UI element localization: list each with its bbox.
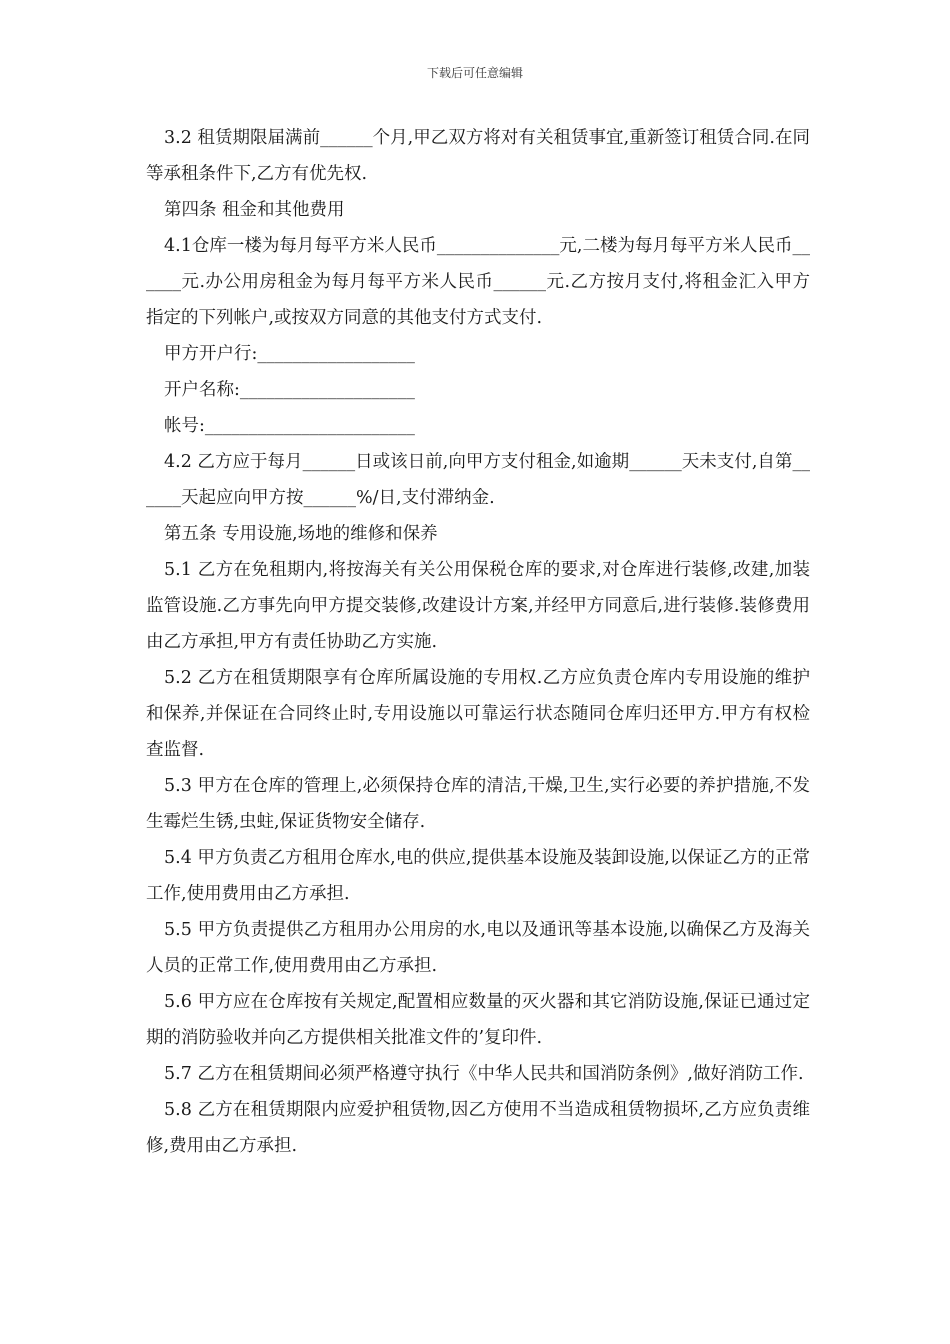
clause-5-6: 5.6 甲方应在仓库按有关规定,配置相应数量的灭火器和其它消防设施,保证已通过定期的消防验收并向乙方提供相关批准文件的’复印件. xyxy=(146,992,810,1048)
article-5-heading: 第五条 专用设施,场地的维修和保养 xyxy=(164,524,438,544)
page-header-note: 下载后可任意编辑 xyxy=(426,66,523,80)
clause-5-8: 5.8 乙方在租赁期限内应爱护租赁物,因乙方使用不当造成租赁物损坏,乙方应负责维修,费用由乙方承担. xyxy=(146,1100,810,1156)
bank-name-line: 甲方开户行:__________________ xyxy=(164,344,415,364)
clause-5-5: 5.5 甲方负责提供乙方租用办公用房的水,电以及通讯等基本设施,以确保乙方及海关人员的正常工作,使用费用由乙方承担. xyxy=(146,920,810,976)
clause-5-7: 5.7 乙方在租赁期间必须严格遵守执行《中华人民共和国消防条例》,做好消防工作. xyxy=(164,1064,804,1084)
account-number-line: 帐号:________________________ xyxy=(164,416,415,436)
clause-4-1: 4.1仓库一楼为每月每平方米人民币______________元,二楼为每月每平方米人民币______元.办公用房租金为每月每平方米人民币______元.乙方按月支付,将租金汇入甲方指定的下列帐户,或按双方同意的其他支付方式支付. xyxy=(146,236,810,328)
document-body xyxy=(146,120,810,1164)
article-4-heading: 第四条 租金和其他费用 xyxy=(164,200,345,220)
account-name-line: 开户名称:____________________ xyxy=(164,380,415,400)
clause-5-3: 5.3 甲方在仓库的管理上,必须保持仓库的清洁,干燥,卫生,实行必要的养护措施,不发生霉烂生锈,虫蛀,保证货物安全储存. xyxy=(146,776,810,832)
clause-5-1: 5.1 乙方在免租期内,将按海关有关公用保税仓库的要求,对仓库进行装修,改建,加装监管设施.乙方事先向甲方提交装修,改建设计方案,并经甲方同意后,进行装修.装修费用由乙方承担,甲方有责任协助乙方实施. xyxy=(146,560,810,652)
clause-5-2: 5.2 乙方在租赁期限享有仓库所属设施的专用权.乙方应负责仓库内专用设施的维护和保养,并保证在合同终止时,专用设施以可靠运行状态随同仓库归还甲方.甲方有权检查监督. xyxy=(146,668,810,760)
clause-3-2: 3.2 租赁期限届满前______个月,甲乙双方将对有关租赁事宜,重新签订租赁合同.在同等承租条件下,乙方有优先权. xyxy=(146,128,810,184)
clause-5-4: 5.4 甲方负责乙方租用仓库水,电的供应,提供基本设施及装卸设施,以保证乙方的正常工作,使用费用由乙方承担. xyxy=(146,848,810,904)
clause-4-2: 4.2 乙方应于每月______日或该日前,向甲方支付租金,如逾期______天未支付,自第______天起应向甲方按______%/日,支付滞纳金. xyxy=(146,452,810,508)
